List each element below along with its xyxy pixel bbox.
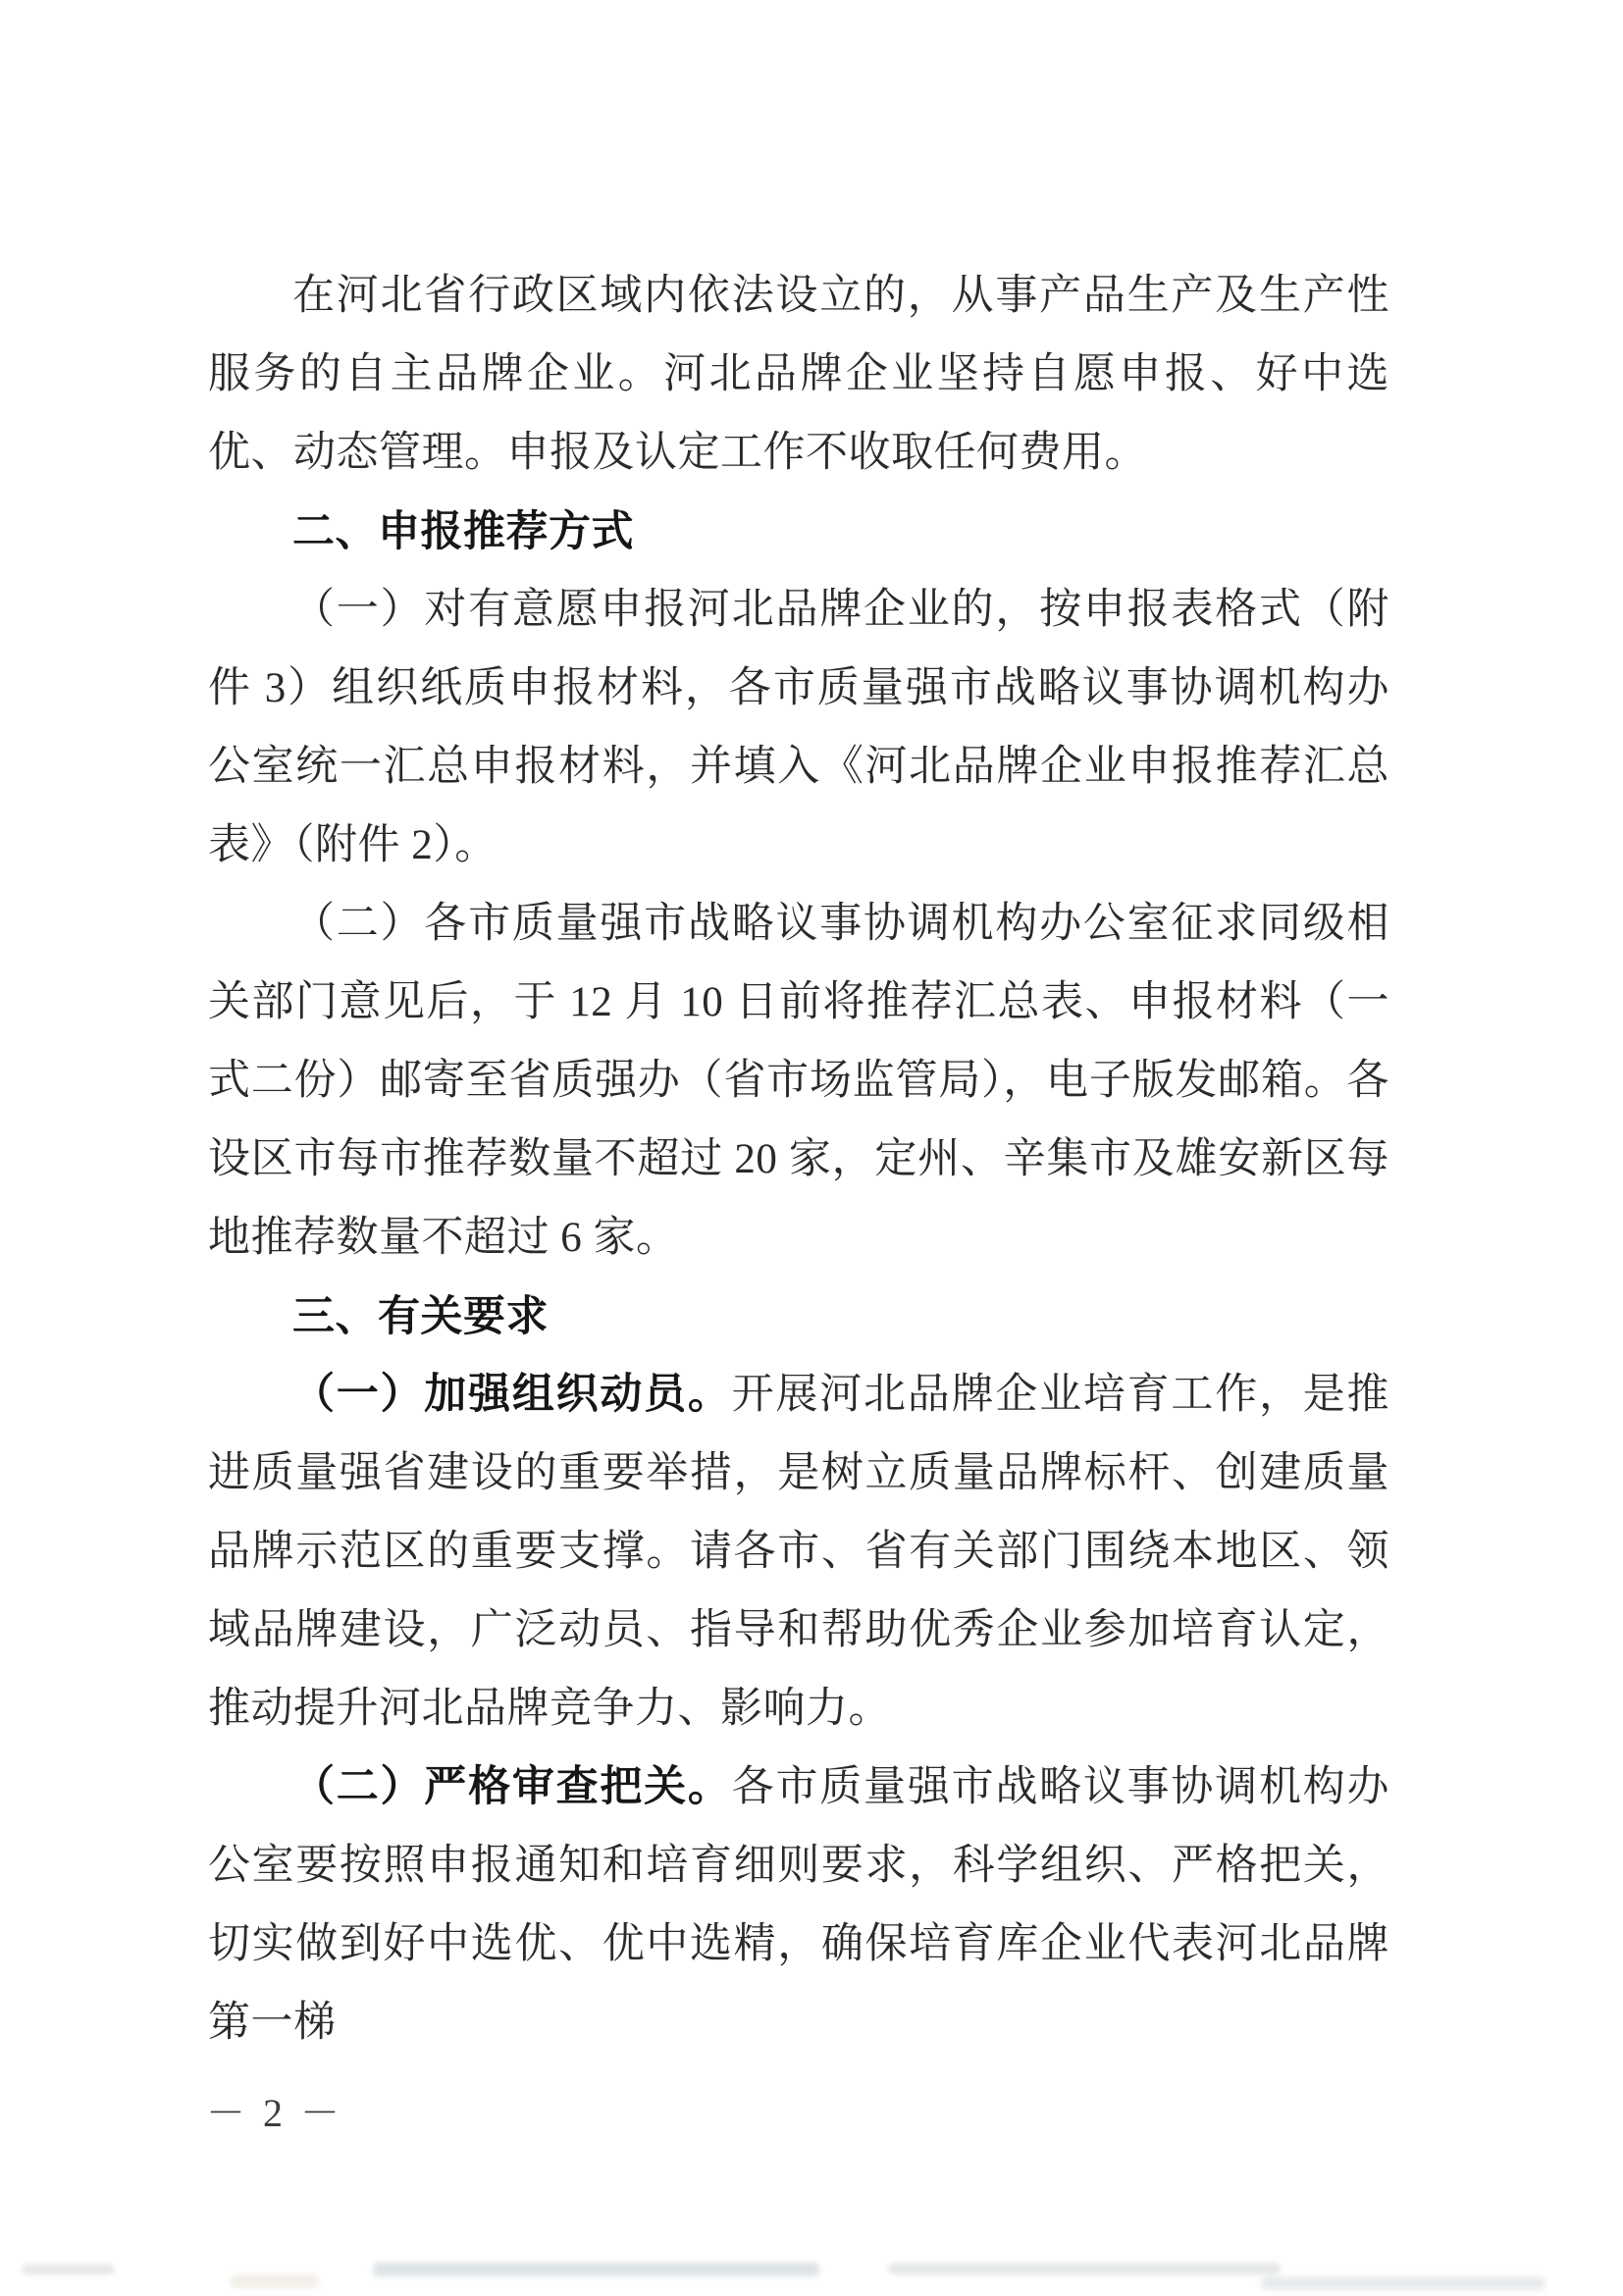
scan-noise-artifact [888,2263,1281,2274]
paragraph: （一）对有意愿申报河北品牌企业的，按申报表格式（附件 3）组织纸质申报材料，各市质量强市战略议事协调机构办公室统一汇总申报材料，并填入《河北品牌企业申报推荐汇总表》（附件 2）。 [208,587,1389,868]
paragraph-lead: （二）严格审查把关。 [292,1764,732,1810]
section-heading-3: 三、有关要求 [292,1293,549,1340]
page-number: － 2 － [206,2091,343,2135]
scan-noise-artifact [1261,2276,1545,2290]
paragraph-text: 开展河北品牌企业培育工作，是推进质量强省建设的重要举措，是树立质量品牌标杆、创建质量品牌示范区的重要支撑。请各市、省有关部门围绕本地区、领域品牌建设，广泛动员、指导和帮助优秀企业参加培育认定，推动提升河北品牌竞争力、影响力。 [208,1372,1390,1732]
scan-noise-artifact [231,2274,319,2288]
paragraph [208,1748,1389,2062]
scan-noise-artifact [22,2265,115,2274]
paragraph-text: 各市质量强市战略议事协调机构办公室要按照申报通知和培育细则要求，科学组织、严格把关，切实做到好中选优、优中选精，确保培育库企业代表河北品牌第一梯 [208,1764,1390,2046]
document-body [208,257,1389,2062]
paragraph [208,1356,1389,1748]
scan-noise-artifact [373,2263,819,2276]
section-heading-2: 二、申报推荐方式 [292,508,634,555]
paragraph-lead: （一）加强组织动员。 [292,1372,732,1418]
paragraph: 在河北省行政区域内依法设立的，从事产品生产及生产性服务的自主品牌企业。河北品牌企业坚持自愿申报、好中选优、动态管理。申报及认定工作不收取任何费用。 [208,273,1389,476]
paragraph: （二）各市质量强市战略议事协调机构办公室征求同级相关部门意见后，于 12 月 10 日前将推荐汇总表、申报材料（一式二份）邮寄至省质强办（省市场监管局），电子版发邮箱。各设区市每市推荐数量不超过 20 家，定州、辛集市及雄安新区每地推荐数量不超过 6 家。 [208,901,1389,1261]
